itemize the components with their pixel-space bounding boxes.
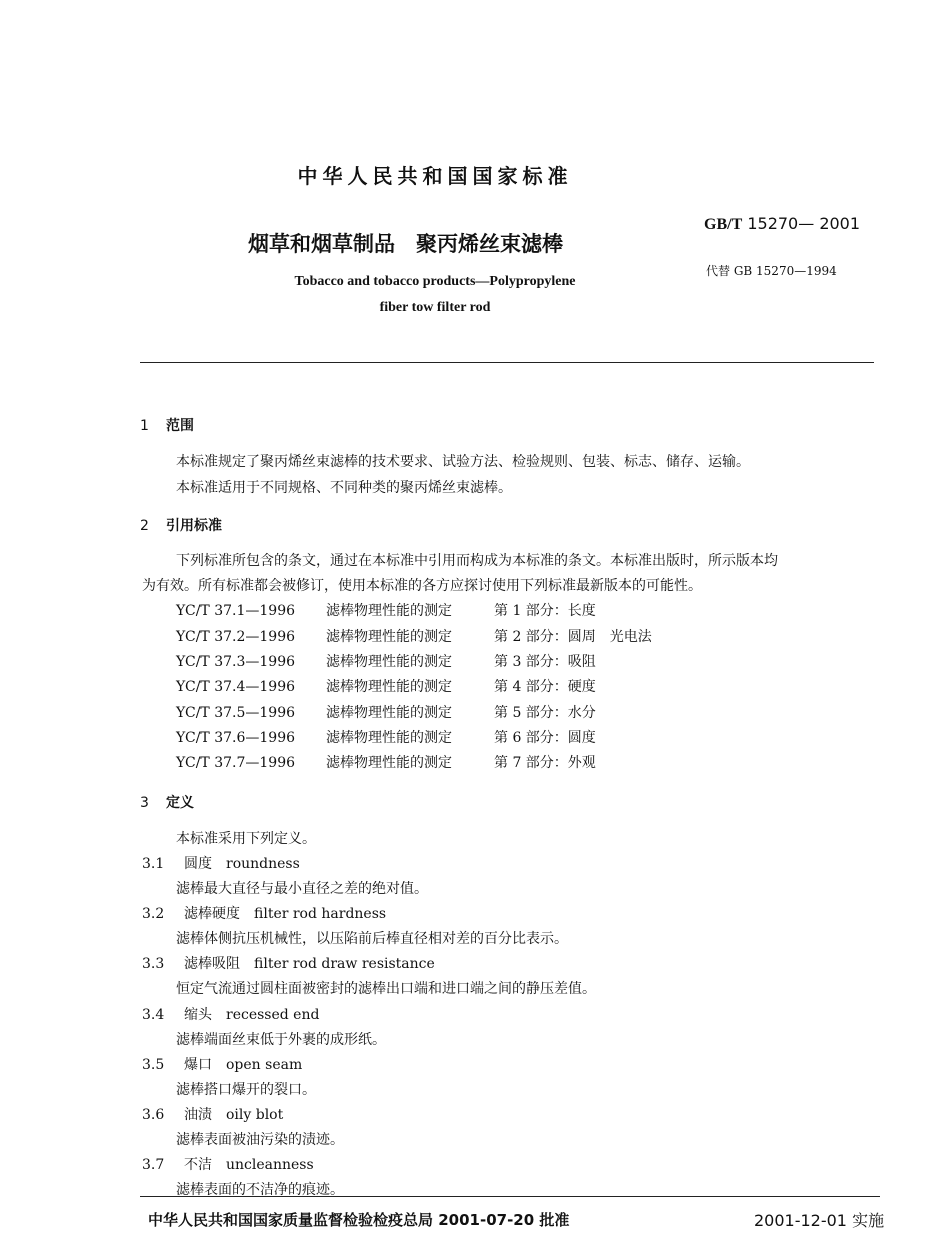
replaces-standard: 代替 GB 15270—1994 bbox=[706, 264, 837, 278]
definition-term bbox=[142, 903, 386, 923]
definition-term bbox=[142, 1104, 283, 1124]
standard-title-english-line1: Tobacco and tobacco products—Polypropylene bbox=[294, 274, 576, 289]
definition-number: 3.3 bbox=[142, 956, 165, 972]
reference-title: 滤棒物理性能的测定 bbox=[326, 730, 452, 746]
definition-number: 3.2 bbox=[142, 906, 165, 922]
reference-part: 第 4 部分：硬度 bbox=[494, 679, 596, 695]
section-3-title: 定义 bbox=[166, 795, 194, 811]
definition-term-chinese: 滤棒硬度 bbox=[184, 906, 240, 922]
section-1-paragraph-2: 本标准适用于不同规格、不同种类的聚丙烯丝束滤棒。 bbox=[176, 480, 512, 496]
standard-title-english-line2: fiber tow filter rod bbox=[379, 300, 491, 315]
definition-text: 滤棒端面丝束低于外裹的成形纸。 bbox=[176, 1032, 386, 1048]
reference-item bbox=[176, 727, 596, 747]
reference-item bbox=[176, 626, 652, 646]
definition-text: 滤棒最大直径与最小直径之差的绝对值。 bbox=[176, 881, 428, 897]
definition-term-english: oily blot bbox=[226, 1107, 284, 1123]
section-2-intro-line2: 为有效。所有标准都会被修订，使用本标准的各方应探讨使用下列标准最新版本的可能性。 bbox=[142, 578, 702, 594]
definition-term bbox=[142, 853, 300, 873]
section-2-heading bbox=[140, 515, 222, 535]
section-1-number: 1 bbox=[140, 418, 149, 434]
definition-term-chinese: 滤棒吸阻 bbox=[184, 956, 240, 972]
definition-term-chinese: 油渍 bbox=[184, 1107, 212, 1123]
section-3-number: 3 bbox=[140, 795, 149, 811]
definition-term-english: filter rod hardness bbox=[254, 906, 387, 922]
standard-title-chinese: 烟草和烟草制品 聚丙烯丝束滤棒 bbox=[248, 232, 563, 256]
section-1-heading bbox=[140, 415, 194, 435]
definition-number: 3.5 bbox=[142, 1057, 165, 1073]
definition-term bbox=[142, 1054, 302, 1074]
section-3-heading bbox=[140, 792, 194, 812]
definition-term-english: filter rod draw resistance bbox=[254, 956, 435, 972]
header-divider bbox=[140, 362, 874, 363]
reference-title: 滤棒物理性能的测定 bbox=[326, 603, 452, 619]
reference-title: 滤棒物理性能的测定 bbox=[326, 679, 452, 695]
reference-part: 第 5 部分：水分 bbox=[494, 705, 596, 721]
footer-divider bbox=[140, 1196, 880, 1197]
reference-code: YC/T 37.1—1996 bbox=[176, 603, 296, 619]
reference-part: 第 6 部分：圆度 bbox=[494, 730, 596, 746]
reference-title: 滤棒物理性能的测定 bbox=[326, 755, 452, 771]
reference-code: YC/T 37.2—1996 bbox=[176, 629, 296, 645]
reference-item bbox=[176, 676, 596, 696]
reference-code: YC/T 37.5—1996 bbox=[176, 705, 296, 721]
section-1-title: 范围 bbox=[166, 418, 194, 434]
definition-term-english: roundness bbox=[226, 856, 300, 872]
definition-number: 3.6 bbox=[142, 1107, 165, 1123]
reference-part: 第 3 部分：吸阻 bbox=[494, 654, 596, 670]
standard-code-prefix: GB/T bbox=[704, 216, 743, 233]
definition-term-chinese: 圆度 bbox=[184, 856, 212, 872]
definition-text: 恒定气流通过圆柱面被密封的滤棒出口端和进口端之间的静压差值。 bbox=[176, 981, 596, 997]
reference-code: YC/T 37.4—1996 bbox=[176, 679, 296, 695]
section-1-paragraph-1: 本标准规定了聚丙烯丝束滤棒的技术要求、试验方法、检验规则、包装、标志、储存、运输。 bbox=[176, 454, 750, 470]
definition-term-english: recessed end bbox=[226, 1007, 320, 1023]
definition-term bbox=[142, 953, 435, 973]
definition-text: 滤棒搭口爆开的裂口。 bbox=[176, 1082, 316, 1098]
definition-term-chinese: 爆口 bbox=[184, 1057, 212, 1073]
standard-code-number: 15270— 2001 bbox=[747, 214, 861, 233]
section-2-intro-line1: 下列标准所包含的条文，通过在本标准中引用而构成为本标准的条文。本标准出版时，所示版本均 bbox=[176, 553, 778, 569]
effective-date: 2001-12-01 实施 bbox=[754, 1211, 885, 1230]
definition-number: 3.7 bbox=[142, 1157, 165, 1173]
reference-item bbox=[176, 752, 596, 772]
definition-term-english: open seam bbox=[226, 1057, 303, 1073]
reference-item bbox=[176, 651, 596, 671]
definition-number: 3.1 bbox=[142, 856, 165, 872]
reference-title: 滤棒物理性能的测定 bbox=[326, 654, 452, 670]
reference-code: YC/T 37.7—1996 bbox=[176, 755, 296, 771]
definition-text: 滤棒表面被油污染的渍迹。 bbox=[176, 1132, 344, 1148]
section-2-number: 2 bbox=[140, 518, 149, 534]
reference-item bbox=[176, 600, 596, 620]
definition-term-chinese: 不洁 bbox=[184, 1157, 212, 1173]
reference-title: 滤棒物理性能的测定 bbox=[326, 705, 452, 721]
issuing-authority-heading: 中华人民共和国国家标准 bbox=[297, 164, 573, 188]
approval-statement: 中华人民共和国国家质量监督检验检疫总局 2001-07-20 批准 bbox=[148, 1211, 570, 1229]
reference-code: YC/T 37.6—1996 bbox=[176, 730, 296, 746]
section-2-title: 引用标准 bbox=[166, 518, 222, 534]
reference-part: 第 1 部分：长度 bbox=[494, 603, 596, 619]
reference-part: 第 2 部分：圆周 光电法 bbox=[494, 629, 652, 645]
standard-code bbox=[704, 214, 860, 234]
definition-term bbox=[142, 1154, 314, 1174]
definition-text: 滤棒体侧抗压机械性，以压陷前后棒直径相对差的百分比表示。 bbox=[176, 931, 568, 947]
definition-term bbox=[142, 1004, 319, 1024]
definition-number: 3.4 bbox=[142, 1007, 165, 1023]
definition-term-english: uncleanness bbox=[226, 1157, 314, 1173]
definition-term-chinese: 缩头 bbox=[184, 1007, 212, 1023]
reference-title: 滤棒物理性能的测定 bbox=[326, 629, 452, 645]
reference-code: YC/T 37.3—1996 bbox=[176, 654, 296, 670]
section-3-intro: 本标准采用下列定义。 bbox=[176, 831, 316, 847]
reference-item bbox=[176, 702, 596, 722]
definition-text: 滤棒表面的不洁净的痕迹。 bbox=[176, 1182, 344, 1198]
reference-part: 第 7 部分：外观 bbox=[494, 755, 596, 771]
